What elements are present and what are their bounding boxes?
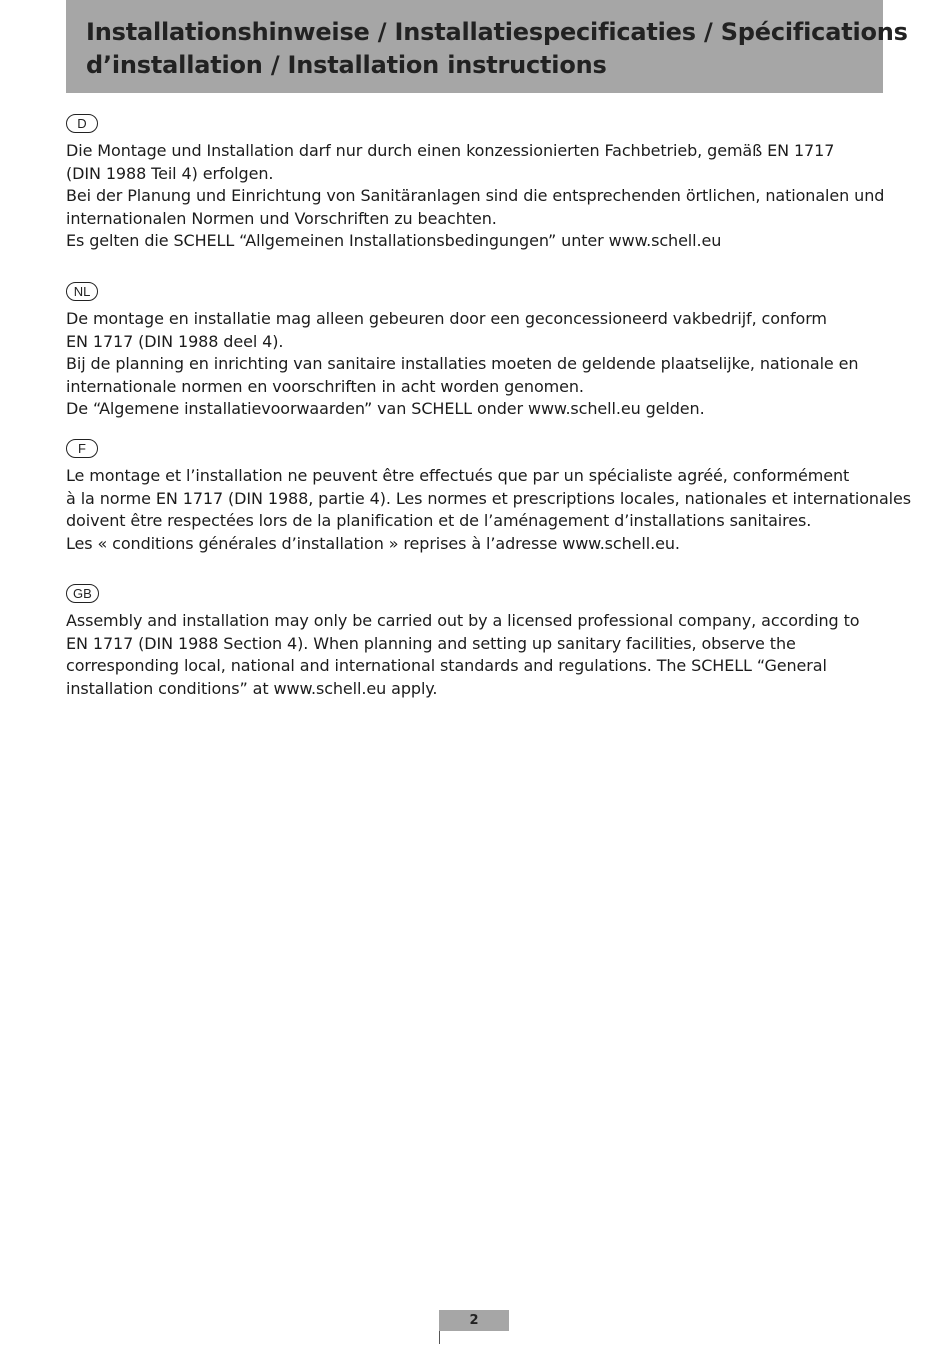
section-french-text xyxy=(66,465,912,555)
text-line: internationalen Normen und Vorschriften zu beachten. xyxy=(66,208,497,228)
section-english xyxy=(66,583,906,700)
text-line: Die Montage und Installation darf nur durch einen konzessionierten Fachbetrieb, gemäß EN 1717 xyxy=(66,141,835,160)
page-title xyxy=(86,16,908,82)
text-line: corresponding local, national and international standards and regulations. The SCHELL “General xyxy=(66,656,827,676)
section-dutch xyxy=(66,281,906,421)
text-line: installation conditions” at www.schell.eu apply. xyxy=(66,678,438,698)
language-badge-d: D xyxy=(66,114,98,133)
page-title-line-1: Installationshinweise / Installatiespecificaties / Spécifications xyxy=(86,18,908,46)
text-line: doivent être respectées lors de la planification et de l’aménagement d’installations sanitaires. xyxy=(66,511,812,531)
text-line: Le montage et l’installation ne peuvent être effectués que par un spécialiste agréé, conformément xyxy=(66,466,850,485)
text-line: (DIN 1988 Teil 4) erfolgen. xyxy=(66,163,274,183)
header-bar xyxy=(66,0,908,93)
section-english-text xyxy=(66,610,906,700)
text-line: EN 1717 (DIN 1988 Section 4). When planning and setting up sanitary facilities, observe the xyxy=(66,633,796,653)
section-french xyxy=(66,438,912,555)
page-number: 2 xyxy=(439,1310,509,1331)
text-line: Les « conditions générales d’installation » reprises à l’adresse www.schell.eu. xyxy=(66,533,680,553)
text-line: De “Algemene installatievoorwaarden” van SCHELL onder www.schell.eu gelden. xyxy=(66,399,705,419)
text-line: Bij de planning en inrichting van sanitaire installaties moeten de geldende plaatselijke, nationale en xyxy=(66,354,859,374)
text-line: Assembly and installation may only be carried out by a licensed professional company, according to xyxy=(66,611,860,630)
page-title-line-2: d’installation / Installation instructions xyxy=(86,51,607,79)
text-line: à la norme EN 1717 (DIN 1988, partie 4). Les normes et prescriptions locales, nationales et internationales xyxy=(66,488,912,508)
section-dutch-text xyxy=(66,308,906,421)
language-badge-f: F xyxy=(66,439,98,458)
text-line: EN 1717 (DIN 1988 deel 4). xyxy=(66,331,284,351)
text-line: Bei der Planung und Einrichtung von Sanitäranlagen sind die entsprechenden örtlichen, nationalen und xyxy=(66,186,885,206)
text-line: De montage en installatie mag alleen gebeuren door een geconcessioneerd vakbedrijf, conform xyxy=(66,309,827,328)
section-german-text xyxy=(66,140,906,253)
section-german xyxy=(66,113,906,253)
language-badge-gb: GB xyxy=(66,584,99,603)
language-badge-nl: NL xyxy=(66,282,98,301)
text-line: Es gelten die SCHELL “Allgemeinen Installationsbedingungen” unter www.schell.eu xyxy=(66,231,722,251)
page-number-tick xyxy=(439,1331,440,1344)
text-line: internationale normen en voorschriften in acht worden genomen. xyxy=(66,376,584,396)
